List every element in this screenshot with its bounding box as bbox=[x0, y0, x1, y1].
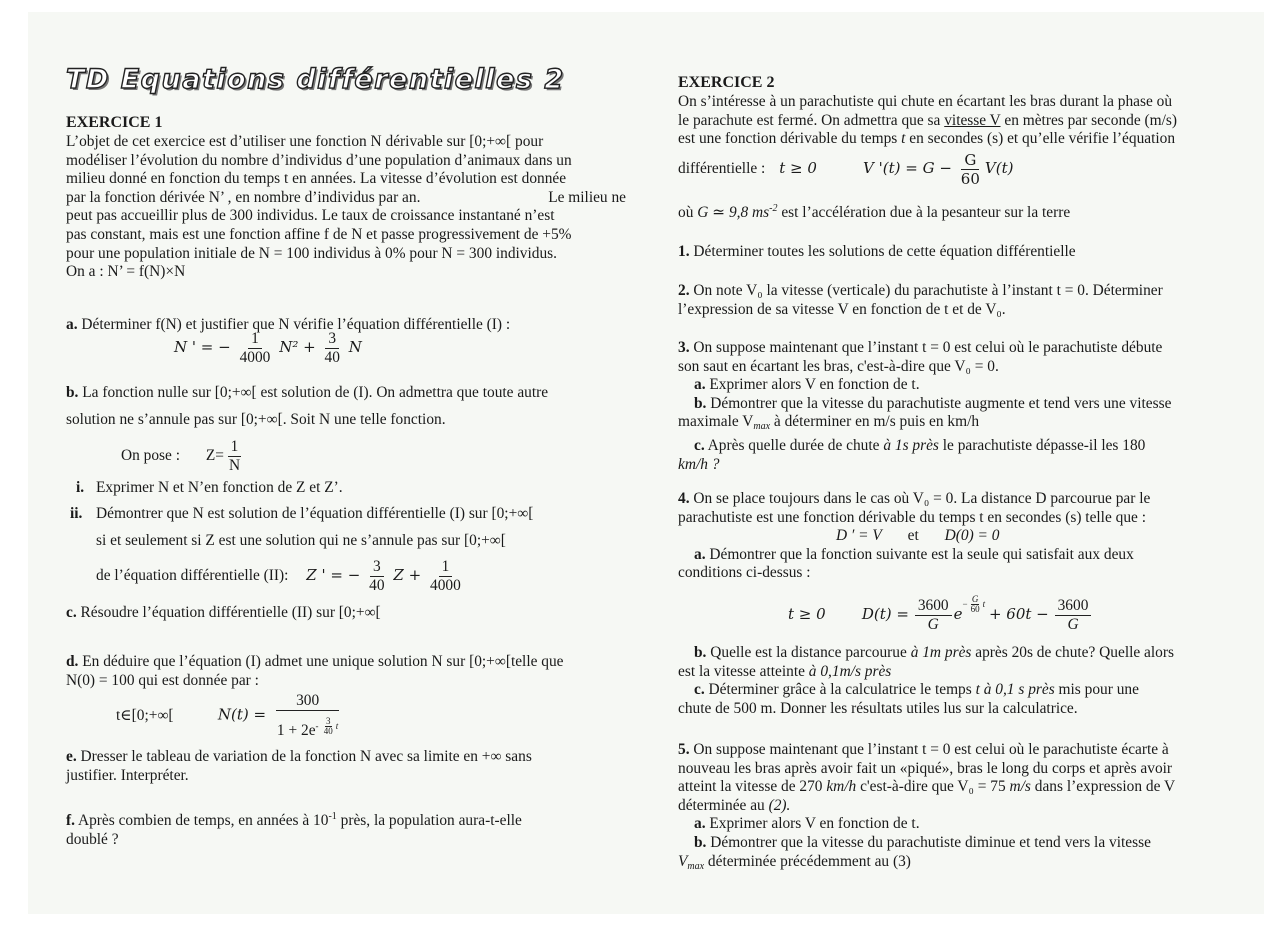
question-1b-ii: ii. Démontrer que N est solution de l’équation différentielle (I) sur [0;+∞[ bbox=[70, 505, 534, 522]
intro-line: peut pas accueillir plus de 300 individus. Le taux de croissance instantané n’est bbox=[66, 207, 555, 225]
equation-II: de l’équation différentielle (II): Z ' = − $\frac{3}{40}$ Z + $\frac{1}{4000}$ bbox=[96, 558, 461, 594]
intro-line: L’objet de cet exercice est d’utiliser une fonction N dérivable sur [0;+∞[ pour bbox=[66, 133, 544, 150]
question-1b-i: i. Exprimer N et N’en fonction de Z et Z’. bbox=[76, 479, 343, 496]
intro-line: milieu donné en fonction du temps t en années. La vitesse d’évolution est donnée bbox=[66, 170, 567, 188]
question-1b-ii-line2: si et seulement si Z est une solution qui ne s’annule pas sur [0;+∞[ bbox=[96, 532, 506, 549]
question-2-2: 2. On note V₀ la vitesse (verticale) du parachutiste à l’instant t = 0. Déterminer l’expression de sa vitesse V en fonction de t et de V₀. bbox=[678, 282, 1163, 318]
intro-line: pas constant, mais est une fonction affine f de N et passe progressivement de +5% bbox=[66, 225, 572, 243]
scanned-page bbox=[28, 12, 1264, 914]
document-title: TD Equations différentielles 2 bbox=[66, 64, 565, 95]
question-2-4-bc: b. Quelle est la distance parcourue à 1m près après 20s de chute? Quelle alors est la vitesse atteinte à 0,1m/s près c. Déterminer grâce à la calculatrice le temps t à 0,1 s près mis pour une chute de 500 m. Donner les résultats utiles lus sur la calculatrice. bbox=[678, 644, 1174, 717]
intro-line: On a : N’ = f(N)×N bbox=[66, 263, 186, 281]
question-1d: d. En déduire que l’équation (I) admet une unique solution N sur [0;+∞[telle que N(0) = 100 qui est donnée par : bbox=[66, 653, 564, 689]
intro-line: modéliser l’évolution du nombre d’individus d’une population d’animaux dans un bbox=[66, 151, 572, 169]
distance-function: t ≥ 0 D(t) = $\frac{3600}{G}$ $e^{- \frac{G}{60} t} + 60t$ − $\frac{3600}{G}$ bbox=[788, 595, 1223, 634]
question-1a: a. Déterminer f(N) et justifier que N vérifie l’équation différentielle (I) : bbox=[66, 316, 511, 333]
question-1c: c. Résoudre l’équation différentielle (II) sur [0;+∞[ bbox=[66, 604, 381, 621]
question-1e: e. Dresser le tableau de variation de la fonction N avec sa limite en +∞ sans justifier. Interpréter. bbox=[66, 748, 532, 784]
question-2-1: 1. Déterminer toutes les solutions de cette équation différentielle bbox=[678, 243, 1076, 260]
question-2-3: 3. On suppose maintenant que l’instant t = 0 est celui où le parachutiste débute son saut en écartant les bras, c'est-à-dire que V₀ = 0. a. Exprimer alors V en fonction de t. b. Démontrer que la vitesse du parachutiste augmente et tend vers une vitesse maximale $V_{max}$ à déterminer en m/s puis en km/h c. Après quelle durée de chute à 1s près le parachutiste dépasse-il les 180 km/h ? bbox=[678, 339, 1172, 473]
exercise-1-heading: EXERCICE 1 bbox=[66, 114, 163, 131]
question-2-4: 4. On se place toujours dans le cas où V₀ = 0. La distance D parcourue par le parachutiste est une fonction dérivable du temps t en secondes (s) telle que : D ′ = V et D(0) = 0 a. Démontrer que la fonction suivante est la seule qui satisfait aux deux conditions ci-dessus : bbox=[678, 490, 1151, 582]
intro-line: pour une population initiale de N = 100 individus à 0% pour N = 300 individus. bbox=[66, 244, 557, 262]
exercise-2-intro: On s’intéresse à un parachutiste qui chute en écartant les bras durant la phase où le parachute est fermé. On admettra que sa vitesse V en mètres par seconde (m/s) est une fonction dérivable du temps t en secondes (s) et qu’elle vérifie l’équation bbox=[678, 93, 1178, 148]
gravity-note: où G ≃ 9,8 $ms^{-2}$ est l’accélération due à la pesanteur sur la terre bbox=[678, 203, 1071, 222]
intro-line: par la fonction dérivée N’ , en nombre d’individus par an. Le milieu ne bbox=[66, 188, 626, 206]
substitution-Z: On pose : Z= $\frac{1}{N}$ bbox=[121, 438, 241, 474]
differential-equation-V: différentielle : t ≥ 0 V '(t) = G − $\frac{G}{60}$ V(t) bbox=[678, 151, 1014, 188]
question-1b: b. La fonction nulle sur [0;+∞[ est solution de (I). On admettra que toute autre bbox=[66, 384, 549, 401]
exercise-1-intro bbox=[66, 133, 634, 282]
question-2-5: 5. On suppose maintenant que l’instant t = 0 est celui où le parachutiste écarte à nouveau les bras après avoir fait un «piqué», bras le long du corps et après avoir atteint la vitesse de 270 km/h c'est-à-dire que V₀ = 75 m/s dans l’expression de V déterminée au (2). a. Exprimer alors V en fonction de t. b. Démontrer que la vitesse du parachutiste diminue et tend vers la vitesse $V_{max}$ déterminée précédemment au (3) bbox=[678, 741, 1176, 872]
question-1f: f. Après combien de temps, en années à $10^{-1}$ près, la population aura-t-elle doublé ? bbox=[66, 811, 522, 848]
exercise-2-heading: EXERCICE 2 bbox=[678, 74, 775, 91]
underlined-term: vitesse V bbox=[944, 111, 1001, 129]
equation-I: N ' = − $\frac{1}{4000}$ N² + $\frac{3}{40}$ N bbox=[174, 330, 362, 366]
solution-N: t∈[0;+∞[ N(t) = 300 $1 + 2e^{- \frac{3}{40} t}$ bbox=[116, 692, 339, 740]
question-1b-line2: solution ne s’annule pas sur [0;+∞[. Soit N une telle fonction. bbox=[66, 411, 446, 428]
